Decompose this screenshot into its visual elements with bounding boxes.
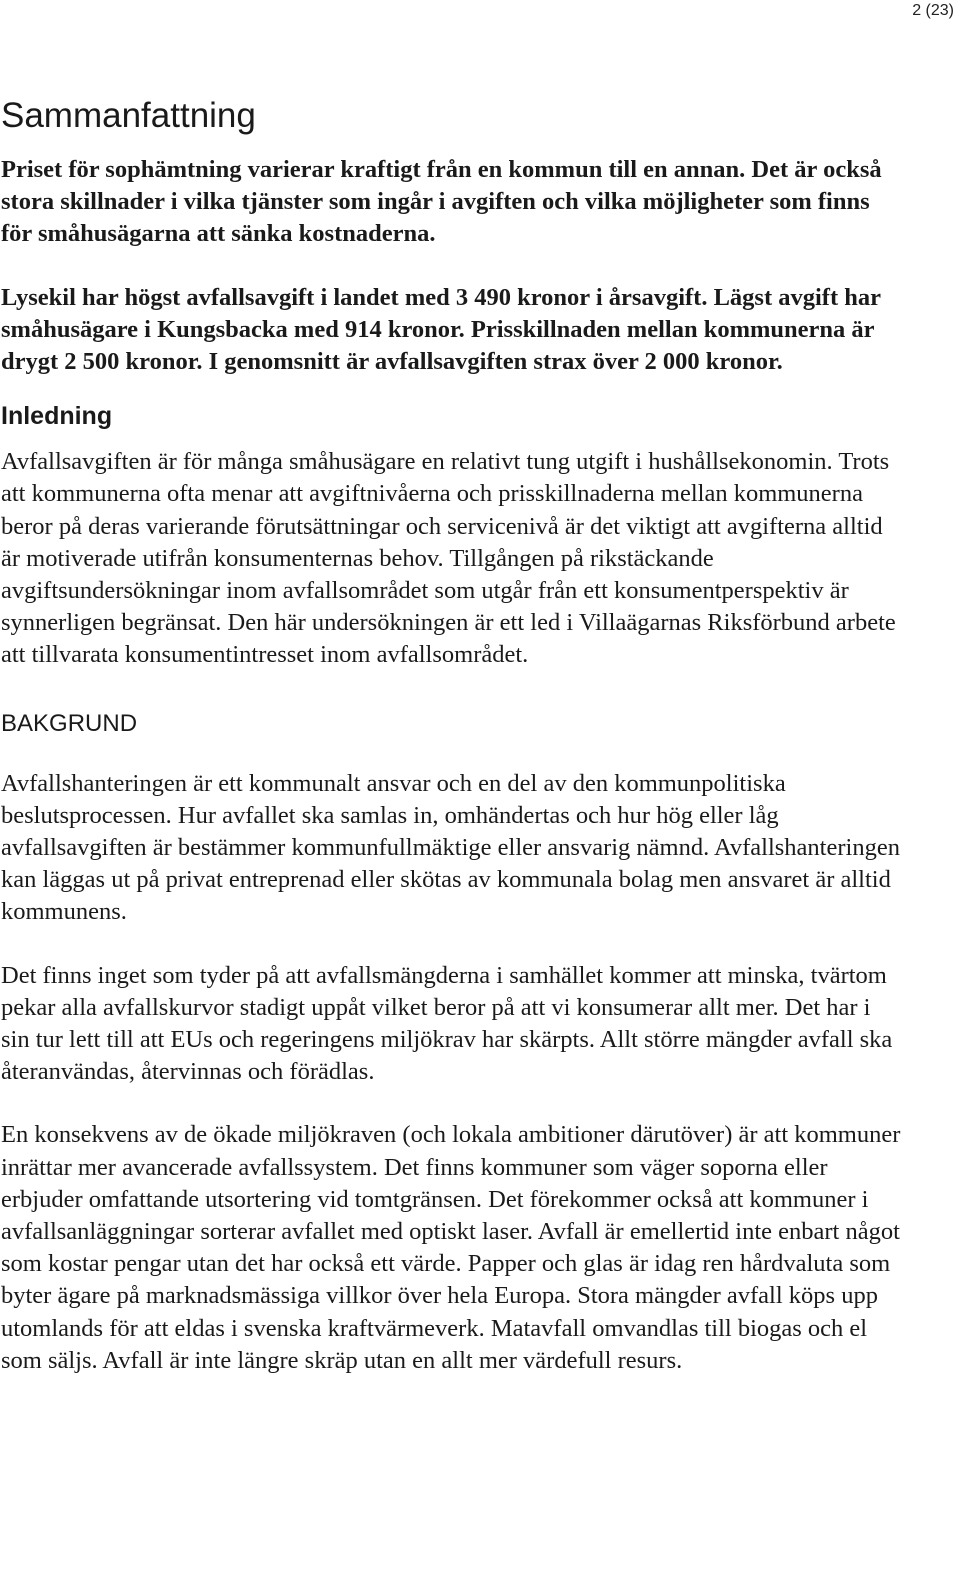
summary-paragraph-1: Priset för sophämtning varierar kraftigt från en kommun till en annan. Det är också stora skillnader i vilka tjänster som ingår i avgiften och vilka möjligheter som finns för småhusägarna att sänka kostnaderna. [1,156,882,248]
summary-paragraph-2: Lysekil har högst avfallsavgift i landet med 3 490 kronor i årsavgift. Lägst avgift har småhusägare i Kungsbacka med 914 kronor. Prisskillnaden mellan kommunerna är drygt 2 500 kronor. I genomsnitt är avfallsavgiften strax över 2 000 kronor. [1,283,881,376]
background-paragraph-2: Det finns inget som tyder på att avfallsmängderna i samhället kommer att minska, tvärtom pekar alla avfallskurvor stadigt uppåt vilket beror på att vi konsumerar allt mer. Det har i sin tur lett till att EUs och regeringens miljökrav har skärpts. Allt större mängder avfall ska återanvändas, återvinnas och förädlas. [1,961,893,1086]
background-paragraph-1: Avfallshanteringen är ett kommunalt ansvar och en del av den kommunpolitiska beslutsprocessen. Hur avfallet ska samlas in, omhändertas och hur hög eller låg avfallsavgiften är bestämmer kommunfullmäktige eller ansvarig nämnd. Avfallshanteringen kan läggas ut på privat entreprenad eller skötas av kommunala bolag men ansvaret är alltid kommunens. [1,769,900,926]
background-paragraph-3: En konsekvens av de ökade miljökraven (och lokala ambitioner därutöver) är att kommuner inrättar mer avancerade avfallssystem. Det finns kommuner som väger soporna eller erbjuder omfattande utsortering vid tomtgränsen. Det förekommer också att kommuner i avfallsanläggningar sorterar avfallet med optiskt laser. Avfall är emellertid inte enbart något som kostar pengar utan det har också ett värde. Papper och glas är idag ren hårdvaluta som byter ägare på marknadsmässiga villkor över hela Europa. Stora mängder avfall köps upp utomlands för att eldas i svenska kraftvärmeverk. Matavfall omvandlas till biogas och el som säljs. Avfall är inte längre skräp utan en allt mer värdefull resurs. [1,1121,901,1374]
intro-paragraph: Avfallsavgiften är för många småhusägare en relativt tung utgift i hushållsekonomin. Trots att kommunerna ofta menar att avgiftnivåerna och prisskillnaderna mellan kommunerna beror på deras varierande förutsättningar och servicenivå är det viktigt att avgifterna alltid är motiverade utifrån konsumenternas behov. Tillgången på rikstäckande avgiftsundersökningar inom avfallsområdet som utgår från ett konsumentperspektiv är synnerligen begränsat. Den här undersökningen är ett led i Villaägarnas Riksförbund arbete att tillvarata konsumentintresset inom avfallsområdet. [1,448,896,669]
page-number: 2 (23) [912,2,954,19]
document-title: Sammanfattning [1,96,256,135]
intro-heading: Inledning [1,402,113,431]
background-heading: BAKGRUND [1,709,138,737]
document-body [1,92,901,1377]
